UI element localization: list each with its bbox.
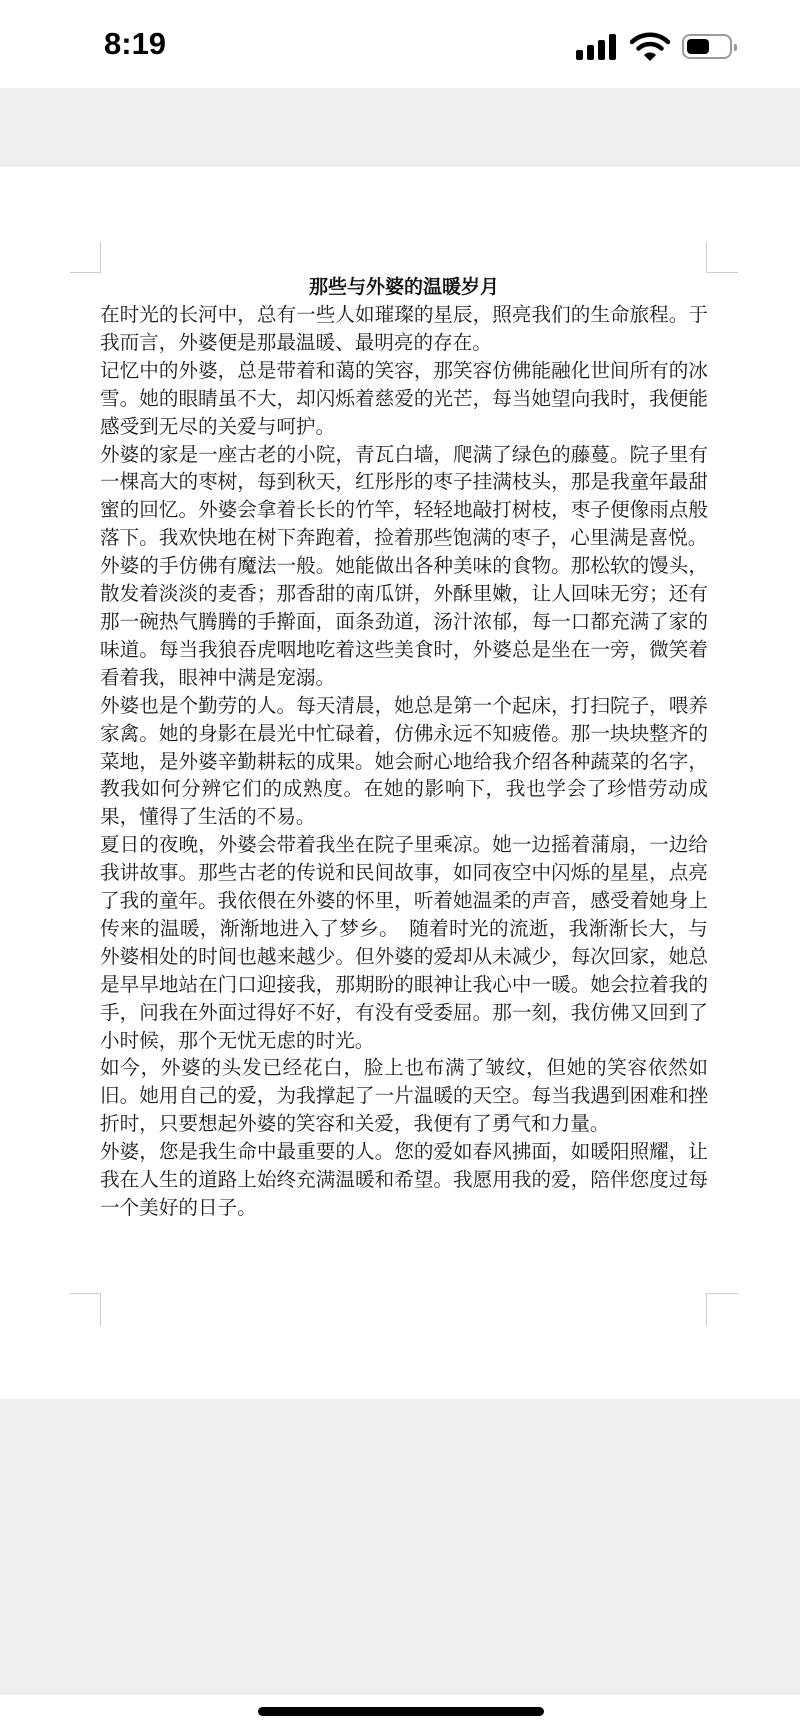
margin-corner-top-right [706, 242, 738, 273]
paragraph: 外婆的家是一座古老的小院，青瓦白墙，爬满了绿色的藤蔓。院子里有一棵高大的枣树，每到秋天，红彤彤的枣子挂满枝头，那是我童年最甜蜜的回忆。外婆会拿着长长的竹竿，轻轻地敲打树枝，枣子便像雨点般落下。我欢快地在树下奔跑着，捡着那些饱满的枣子，心里满是喜悦。 [100, 442, 708, 550]
margin-corner-bottom-left [70, 1293, 101, 1326]
status-bar [0, 0, 800, 88]
document-body[interactable] [100, 273, 708, 1222]
cellular-signal-icon [576, 34, 618, 60]
paragraph: 记忆中的外婆，总是带着和蔼的笑容，那笑容仿佛能融化世间所有的冰雪。她的眼睛虽不大，却闪烁着慈爱的光芒，每当她望向我时，我便能感受到无尽的关爱与呵护。 [100, 358, 708, 438]
bottom-gray-area [0, 1399, 800, 1695]
margin-corner-bottom-right [706, 1293, 738, 1326]
top-gray-bar [0, 88, 800, 167]
battery-icon [682, 34, 732, 59]
wifi-icon [630, 32, 670, 62]
status-time: 8:19 [104, 26, 167, 61]
battery-level [687, 39, 709, 54]
battery-nub [734, 44, 737, 51]
document-title: 那些与外婆的温暖岁月 [308, 276, 499, 298]
paragraph: 夏日的夜晚，外婆会带着我坐在院子里乘凉。她一边摇着蒲扇，一边给我讲故事。那些古老的传说和民间故事，如同夜空中闪烁的星星，点亮了我的童年。我依偎在外婆的怀里，听着她温柔的声音，感受着她身上传来的温暖，渐渐地进入了梦乡。 随着时光的流逝，我渐渐长大，与外婆相处的时间也越来越少。但外婆的爱却从未减少，每次回家，她总是早早地站在门口迎接我，那期盼的眼神让我心中一暖。她会拉着我的手，问我在外面过得好不好，有没有受委屈。那一刻，我仿佛又回到了小时候，那个无忧无虑的时光。 [100, 833, 708, 1052]
paragraph: 在时光的长河中，总有一些人如璀璨的星辰，照亮我们的生命旅程。于我而言，外婆便是那最温暖、最明亮的存在。 [100, 303, 708, 354]
home-indicator[interactable] [258, 1707, 544, 1716]
paragraph: 如今，外婆的头发已经花白，脸上也布满了皱纹，但她的笑容依然如旧。她用自己的爱，为我撑起了一片温暖的天空。每当我遇到困难和挫折时，只要想起外婆的笑容和关爱，我便有了勇气和力量。 [100, 1056, 708, 1136]
paragraph: 外婆的手仿佛有魔法一般。她能做出各种美味的食物。那松软的馒头，散发着淡淡的麦香；那香甜的南瓜饼，外酥里嫩，让人回味无穷；还有那一碗热气腾腾的手擀面，面条劲道，汤汁浓郁，每一口都充满了家的味道。每当我狼吞虎咽地吃着这些美食时，外婆总是坐在一旁，微笑着看着我，眼神中满是宠溺。 [100, 554, 708, 689]
paragraph: 外婆，您是我生命中最重要的人。您的爱如春风拂面，如暖阳照耀，让我在人生的道路上始终充满温暖和希望。我愿用我的爱，陪伴您度过每一个美好的日子。 [100, 1140, 708, 1219]
margin-corner-top-left [70, 242, 101, 273]
paragraph: 外婆也是个勤劳的人。每天清晨，她总是第一个起床，打扫院子，喂养家禽。她的身影在晨光中忙碌着，仿佛永远不知疲倦。那一块块整齐的菜地，是外婆辛勤耕耘的成果。她会耐心地给我介绍各种蔬菜的名字，教我如何分辨它们的成熟度。在她的影响下，我也学会了珍惜劳动成果，懂得了生活的不易。 [100, 693, 708, 829]
